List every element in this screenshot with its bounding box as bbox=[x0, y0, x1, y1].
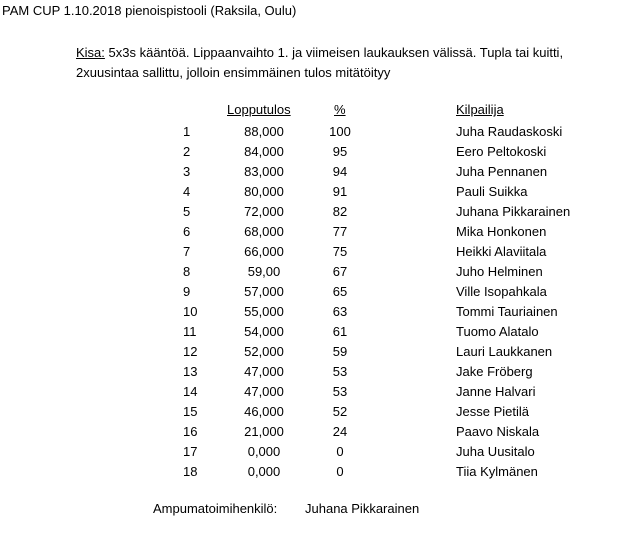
header-score: Lopputulos bbox=[227, 102, 291, 117]
score-cell: 46,000 bbox=[244, 404, 284, 419]
table-row bbox=[0, 222, 622, 242]
table-row bbox=[0, 342, 622, 362]
score-cell: 66,000 bbox=[244, 244, 284, 259]
name-cell: Heikki Alaviitala bbox=[456, 244, 547, 259]
rank-cell: 5 bbox=[183, 204, 191, 219]
score-cell: 52,000 bbox=[244, 344, 284, 359]
percent-cell: 82 bbox=[332, 204, 348, 219]
table-row bbox=[0, 242, 622, 262]
table-row bbox=[0, 302, 622, 322]
table-row bbox=[0, 442, 622, 462]
percent-cell: 91 bbox=[332, 184, 348, 199]
score-cell: 47,000 bbox=[244, 364, 284, 379]
table-row bbox=[0, 402, 622, 422]
score-cell: 80,000 bbox=[244, 184, 284, 199]
percent-cell: 63 bbox=[332, 304, 348, 319]
rank-cell: 16 bbox=[183, 424, 198, 439]
header-percent: % bbox=[334, 102, 346, 117]
description-label: Kisa: bbox=[76, 45, 105, 60]
score-cell: 0,000 bbox=[247, 464, 281, 479]
rank-cell: 2 bbox=[183, 144, 191, 159]
competition-description bbox=[76, 43, 596, 83]
percent-cell: 24 bbox=[332, 424, 348, 439]
name-cell: Tiia Kylmänen bbox=[456, 464, 538, 479]
header-name: Kilpailija bbox=[456, 102, 504, 117]
rank-cell: 6 bbox=[183, 224, 191, 239]
score-cell: 55,000 bbox=[244, 304, 284, 319]
score-cell: 0,000 bbox=[247, 444, 281, 459]
name-cell: Pauli Suikka bbox=[456, 184, 528, 199]
name-cell: Juho Helminen bbox=[456, 264, 543, 279]
table-row bbox=[0, 382, 622, 402]
rank-cell: 11 bbox=[183, 324, 197, 339]
results-table bbox=[0, 122, 622, 482]
rank-cell: 12 bbox=[183, 344, 198, 359]
rank-cell: 1 bbox=[183, 124, 191, 139]
table-row bbox=[0, 182, 622, 202]
rank-cell: 3 bbox=[183, 164, 191, 179]
score-cell: 54,000 bbox=[244, 324, 284, 339]
name-cell: Mika Honkonen bbox=[456, 224, 547, 239]
percent-cell: 53 bbox=[332, 364, 348, 379]
rank-cell: 8 bbox=[183, 264, 191, 279]
table-row bbox=[0, 362, 622, 382]
name-cell: Janne Halvari bbox=[456, 384, 536, 399]
rank-cell: 17 bbox=[183, 444, 198, 459]
name-cell: Paavo Niskala bbox=[456, 424, 540, 439]
name-cell: Eero Peltokoski bbox=[456, 144, 547, 159]
table-row bbox=[0, 422, 622, 442]
score-cell: 68,000 bbox=[244, 224, 284, 239]
percent-cell: 61 bbox=[332, 324, 348, 339]
table-row bbox=[0, 282, 622, 302]
percent-cell: 95 bbox=[332, 144, 348, 159]
footer-label: Ampumatoimihenkilö: bbox=[153, 501, 278, 516]
percent-cell: 77 bbox=[332, 224, 348, 239]
percent-cell: 53 bbox=[332, 384, 348, 399]
name-cell: Juha Pennanen bbox=[456, 164, 548, 179]
score-cell: 83,000 bbox=[244, 164, 284, 179]
name-cell: Tuomo Alatalo bbox=[456, 324, 539, 339]
footer-value: Juhana Pikkarainen bbox=[305, 501, 420, 516]
table-row bbox=[0, 162, 622, 182]
percent-cell: 100 bbox=[329, 124, 351, 139]
rank-cell: 4 bbox=[183, 184, 191, 199]
table-row bbox=[0, 462, 622, 482]
rank-cell: 10 bbox=[183, 304, 198, 319]
table-row bbox=[0, 262, 622, 282]
score-cell: 72,000 bbox=[244, 204, 284, 219]
rank-cell: 14 bbox=[183, 384, 198, 399]
percent-cell: 65 bbox=[332, 284, 348, 299]
score-cell: 88,000 bbox=[244, 124, 284, 139]
table-row bbox=[0, 142, 622, 162]
score-cell: 21,000 bbox=[244, 424, 284, 439]
percent-cell: 0 bbox=[336, 444, 344, 459]
percent-cell: 94 bbox=[332, 164, 348, 179]
rank-cell: 7 bbox=[183, 244, 191, 259]
rank-cell: 18 bbox=[183, 464, 198, 479]
table-row bbox=[0, 122, 622, 142]
percent-cell: 75 bbox=[332, 244, 348, 259]
percent-cell: 0 bbox=[336, 464, 344, 479]
name-cell: Tommi Tauriainen bbox=[456, 304, 558, 319]
rank-cell: 13 bbox=[183, 364, 198, 379]
name-cell: Jesse Pietilä bbox=[456, 404, 529, 419]
name-cell: Ville Isopahkala bbox=[456, 284, 547, 299]
score-cell: 59,00 bbox=[247, 264, 281, 279]
score-cell: 84,000 bbox=[244, 144, 284, 159]
table-row bbox=[0, 322, 622, 342]
name-cell: Juha Raudaskoski bbox=[456, 124, 563, 139]
score-cell: 47,000 bbox=[244, 384, 284, 399]
percent-cell: 67 bbox=[332, 264, 348, 279]
score-cell: 57,000 bbox=[244, 284, 284, 299]
description-text: 5x3s kääntöä. Lippaanvaihto 1. ja viimeisen laukauksen välissä. Tupla tai kuitti, 2xuusintaa sallittu, jolloin ensimmäinen tulos mitätöityy bbox=[76, 45, 564, 80]
table-row bbox=[0, 202, 622, 222]
rank-cell: 9 bbox=[183, 284, 191, 299]
percent-cell: 52 bbox=[332, 404, 348, 419]
name-cell: Juha Uusitalo bbox=[456, 444, 535, 459]
rank-cell: 15 bbox=[183, 404, 198, 419]
name-cell: Jake Fröberg bbox=[456, 364, 533, 379]
percent-cell: 59 bbox=[332, 344, 348, 359]
name-cell: Lauri Laukkanen bbox=[456, 344, 553, 359]
name-cell: Juhana Pikkarainen bbox=[456, 204, 571, 219]
page-title: PAM CUP 1.10.2018 pienoispistooli (Raksila, Oulu) bbox=[2, 3, 297, 18]
